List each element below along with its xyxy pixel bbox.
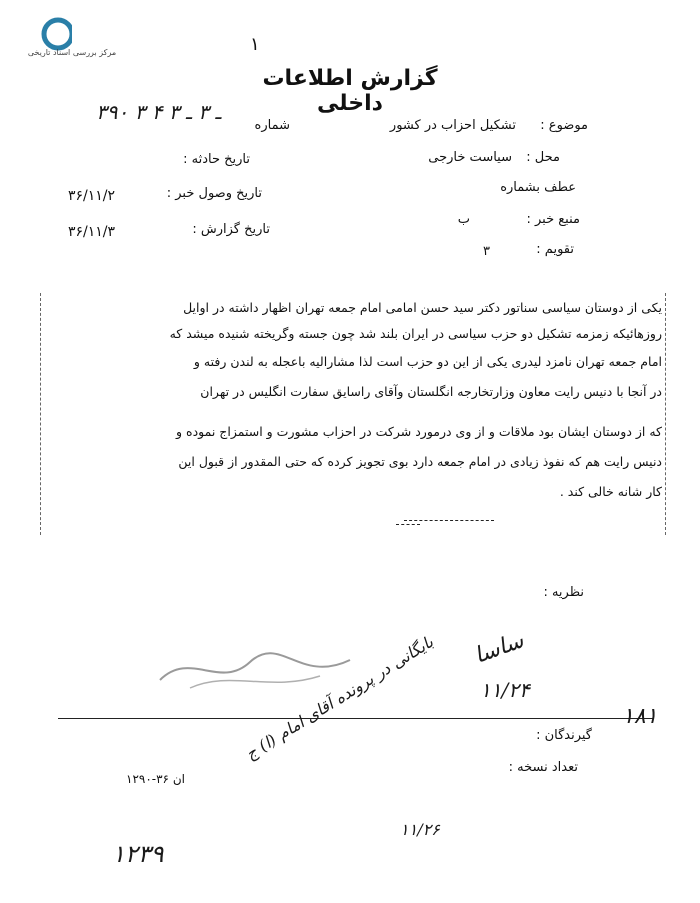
- number-value: ۳۹۰ ۳ ـ ۳ ـ ۳ ۴: [96, 100, 222, 124]
- place-value: سیاست خارجی: [428, 150, 512, 165]
- opinion-label: نظریه :: [543, 585, 584, 600]
- reference-label: عطف بشماره: [500, 180, 576, 195]
- document-code: ۱۲۹۰-۳۶ ان: [126, 772, 185, 786]
- rating-value: ۳: [483, 244, 490, 259]
- report-title: گزارش اطلاعات داخلی: [262, 66, 438, 116]
- archive-logo: [12, 14, 132, 74]
- recipients-label: گیرندگان :: [536, 728, 592, 743]
- event-date-label: تاریخ حادثه :: [183, 152, 250, 167]
- report-date-label: تاریخ گزارش :: [192, 222, 270, 237]
- source-value: ب: [457, 212, 470, 227]
- received-date-value: ۳۶/۱۱/۲: [68, 188, 116, 204]
- body-line: یکی از دوستان سیاسی سناتور دکتر سید حسن امامی امام جمعه تهران اظهار داشته در اوایل: [183, 300, 662, 315]
- copies-label: تعداد نسخه :: [508, 760, 578, 775]
- signature-mark: ساسا: [471, 628, 528, 669]
- subject-value: تشکیل احزاب در کشور: [389, 118, 516, 133]
- report-date-value: ۳۶/۱۱/۳: [68, 224, 116, 240]
- body-line: کار شانه خالی کند .: [559, 484, 662, 499]
- closing-dash: [396, 524, 420, 525]
- source-label: منبع خبر :: [526, 212, 580, 227]
- body-line: که از دوستان ایشان بود ملاقات و از وی درمورد شرکت در احزاب مشورت و استمزاج نموده و: [176, 424, 662, 439]
- number-label: شماره: [254, 118, 290, 133]
- footer-divider: [58, 718, 654, 719]
- closing-dash: [404, 520, 494, 521]
- filing-note: بایگانی در پرونده آقای امام (ا) ج: [242, 632, 437, 764]
- page-number: ۱: [250, 34, 260, 55]
- right-margin-number: ۱۸۱: [622, 704, 658, 729]
- rating-label: تقویم :: [536, 242, 574, 257]
- filing-note-date: ۱۱/۲۶: [400, 820, 440, 839]
- subject-label: موضوع :: [540, 118, 588, 133]
- received-date-label: تاریخ وصول خبر :: [166, 186, 262, 201]
- place-label: محل :: [526, 150, 560, 165]
- body-line: در آنجا با دنیس رایت معاون وزارتخارجه انگلستان وآقای راسایق سفارت انگلیس در تهران: [200, 384, 662, 399]
- body-line: امام جمعه تهران نامزد لیدری یکی از این دو حزب است لذا مشارالیه باعجله به لندن رفته و: [193, 354, 662, 369]
- body-line: روزهائیکه زمزمه تشکیل دو حزب سیاسی در ایران بلند شد چون جسته وگریخته شنیده میشد که: [169, 326, 662, 341]
- signature-date: ۱۱/۲۴: [480, 678, 530, 702]
- body-line: دنیس رایت هم که نفوذ زیادی در امام جمعه دارد بوی تجویز کرده که حتی المقدور از قبول این: [178, 454, 662, 469]
- archive-number: ۱۲۳۹: [112, 840, 164, 868]
- logo-caption: مرکز بررسی اسناد تاریخی: [27, 48, 117, 57]
